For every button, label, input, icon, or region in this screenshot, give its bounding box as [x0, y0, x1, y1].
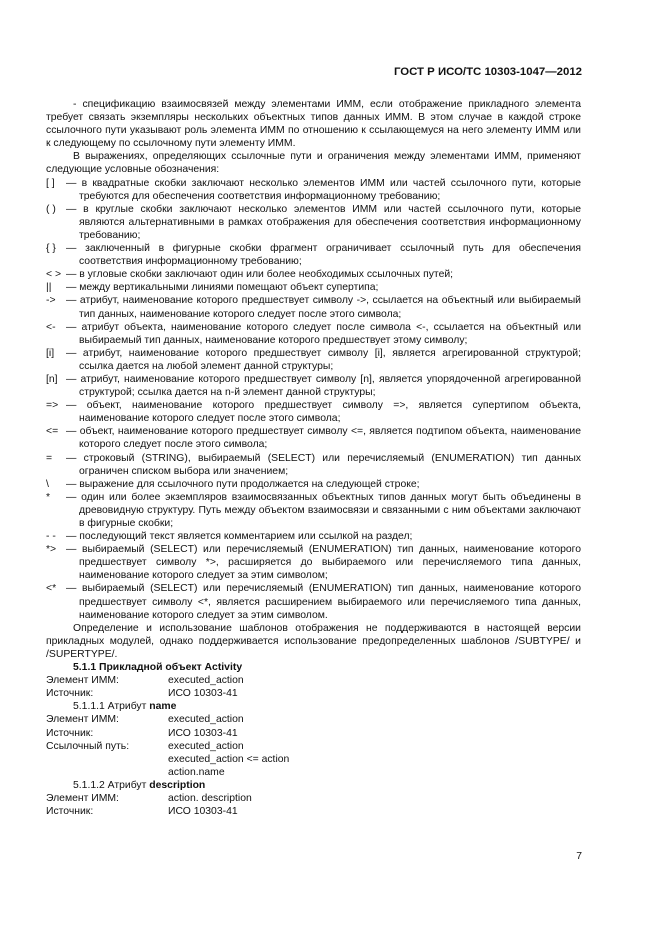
notation-item: [46, 373, 581, 399]
notation-text: — один или более экземпляров взаимосвязанных объектных типов данных могут быть объединены в древовидную структуру. Путь между объектом взаимосвязи и связанными с ним объектами заключают в фигурные скобки;: [66, 491, 581, 529]
notation-item: [46, 582, 581, 621]
source-value: ИСО 10303-41: [168, 688, 238, 700]
section-title: 5.1.1 Прикладной объект Activity: [73, 662, 243, 674]
path-line: executed_action <= action: [168, 753, 290, 765]
notation-text: — последующий текст является комментарием или ссылкой на раздел;: [66, 531, 413, 543]
notation-item: [46, 399, 581, 425]
notation-symbol: [ ]: [46, 177, 55, 189]
notation-text: — в квадратные скобки заключают несколько элементов ИММ или частей ссылочного пути, которые требуются для обеспечения соответствия информационному требованию;: [66, 177, 581, 202]
section-element-row: [46, 674, 581, 687]
notation-item: [46, 530, 581, 543]
element-value: executed_action: [168, 675, 244, 687]
notation-item: [46, 452, 581, 478]
attribute-prefix: 5.1.1.2 Атрибут: [73, 779, 147, 791]
notation-text: — между вертикальными линиями помещают объект супертипа;: [66, 282, 379, 294]
section-source-row: [46, 687, 581, 700]
notation-item: [46, 294, 581, 320]
notation-text: — выбираемый (SELECT) или перечисляемый (ENUMERATION) тип данных, наименование которого предшествует символу <*, является расширением выбираемого или перечисляемого типа данных, наименование которого следует за этим символом.: [66, 583, 581, 621]
notation-text: — выражение для ссылочного пути продолжается на следующей строке;: [66, 478, 420, 490]
element-label: Элемент ИММ:: [46, 714, 119, 726]
notation-text: — объект, наименование которого предшествует символу <=, является подтипом объекта, наименование которого следует после этого символа;: [66, 426, 581, 451]
element-value: executed_action: [168, 714, 244, 726]
attr2-element-row: [46, 792, 581, 805]
page-number: 7: [576, 851, 582, 862]
notation-text: — атрибут, наименование которого предшествует символу ->, ссылается на объектный или выбираемый тип данных, наименование которого следует после этого символа;: [66, 295, 581, 320]
element-value: action. description: [168, 792, 252, 804]
notation-text: — атрибут, наименование которого предшествует символу [i], является агрегированной структурой; ссылка дается на любой элемент данной структуры;: [66, 347, 581, 372]
notation-item: [46, 425, 581, 451]
path-line: action.name: [168, 766, 225, 778]
notation-text: — в круглые скобки заключают несколько элементов ИММ или частей ссылочного пути, которые являются альтернативными в рамках отображения для обеспечения соответствия информационному требованию;: [66, 203, 581, 241]
notation-item: [46, 478, 581, 491]
notation-item: [46, 347, 581, 373]
intro-paragraph-1: - спецификацию взаимосвязей между элементами ИММ, если отображение прикладного элемента требует связать экземпляры нескольких объектных типов данных ИММ. В этом случае в каждой строке ссылочного пути указывают роль элемента ИММ по отношению к ссылающемуся на него элементу ИММ или к следующему по ссылочному пути элементу ИММ.: [46, 99, 581, 150]
attr1-source-row: [46, 727, 581, 740]
path-lines: [168, 740, 581, 779]
notation-text: — строковый (STRING), выбираемый (SELECT) или перечисляемый (ENUMERATION) тип данных ограничен списком выбора или значением;: [66, 452, 581, 477]
attribute-name: name: [149, 701, 177, 713]
source-value: ИСО 10303-41: [168, 727, 238, 739]
notation-symbol: <-: [46, 321, 56, 333]
notation-symbol: <*: [46, 583, 57, 595]
notation-item: [46, 281, 581, 294]
notation-symbol: *: [46, 491, 51, 503]
intro-paragraph-2: В выражениях, определяющих ссылочные пути и ограничения между элементами ИММ, применяют следующие условные обозначения:: [46, 151, 581, 176]
source-label: Источник:: [46, 688, 94, 700]
notation-text: — в угловые скобки заключают один или более необходимых ссылочных путей;: [66, 269, 454, 281]
notation-symbol: [n]: [46, 373, 58, 385]
notation-item: [46, 321, 581, 347]
notation-list: [46, 177, 581, 622]
notation-symbol: <=: [46, 426, 59, 438]
notation-text: — атрибут объекта, наименование которого следует после символа <-, ссылается на объектный или выбираемый тип данных, наименование которого предшествует этому символу;: [66, 321, 581, 346]
source-value: ИСО 10303-41: [168, 806, 238, 818]
document-code: ГОСТ Р ИСО/ТС 10303-1047—2012: [393, 66, 582, 78]
notation-symbol: ->: [46, 295, 56, 307]
attribute-name-title: [73, 700, 581, 713]
element-label: Элемент ИММ:: [46, 792, 119, 804]
notation-symbol: =: [46, 452, 53, 464]
notation-symbol: ( ): [46, 203, 56, 215]
attribute-prefix: 5.1.1.1 Атрибут: [73, 701, 147, 713]
notation-symbol: \: [46, 478, 49, 490]
notation-text: — объект, наименование которого предшествует символу =>, является супертипом объекта, наименование которого следует после этого символа;: [66, 400, 581, 425]
element-label: Элемент ИММ:: [46, 675, 119, 687]
source-label: Источник:: [46, 727, 94, 739]
notation-item: [46, 203, 581, 242]
notation-item: [46, 491, 581, 530]
notation-symbol: - -: [46, 531, 56, 543]
notation-item: [46, 543, 581, 582]
notation-symbol: [i]: [46, 347, 55, 359]
notation-item: [46, 177, 581, 203]
closing-paragraph: Определение и использование шаблонов отображения не поддерживаются в настоящей версии прикладных модулей, однако поддерживается использование предопределенных шаблонов /SUBTYPE/ и /SUPERTYPE/.: [46, 622, 581, 660]
notation-text: — выбираемый (SELECT) или перечисляемый (ENUMERATION) тип данных, наименование которого предшествует символу *>, расширяется до выбираемого или перечисляемого типа данных, наименование которого следует за этим символом;: [66, 544, 581, 582]
notation-text: — атрибут, наименование которого предшествует символу [n], является упорядоченной агрегированной структурой; ссылка дается на n-й элемент данной структуры;: [66, 373, 581, 399]
notation-symbol: =>: [46, 400, 59, 412]
attr1-element-row: [46, 713, 581, 726]
attr1-path-row: [46, 740, 581, 779]
notation-item: [46, 242, 581, 268]
source-label: Источник:: [46, 806, 94, 818]
notation-symbol: { }: [46, 243, 56, 255]
notation-item: [46, 268, 581, 281]
page-body: [46, 98, 581, 818]
notation-symbol: *>: [46, 544, 57, 556]
path-label: Ссылочный путь:: [46, 740, 130, 752]
notation-text: — заключенный в фигурные скобки фрагмент ограничивает ссылочный путь для обеспечения соответствия информационному требованию;: [66, 243, 581, 268]
attribute-name: description: [149, 779, 206, 791]
attribute-description-title: [73, 779, 581, 792]
attr2-source-row: [46, 805, 581, 818]
path-line: executed_action: [168, 740, 244, 752]
notation-symbol: < >: [46, 269, 62, 281]
notation-symbol: ||: [46, 282, 52, 294]
